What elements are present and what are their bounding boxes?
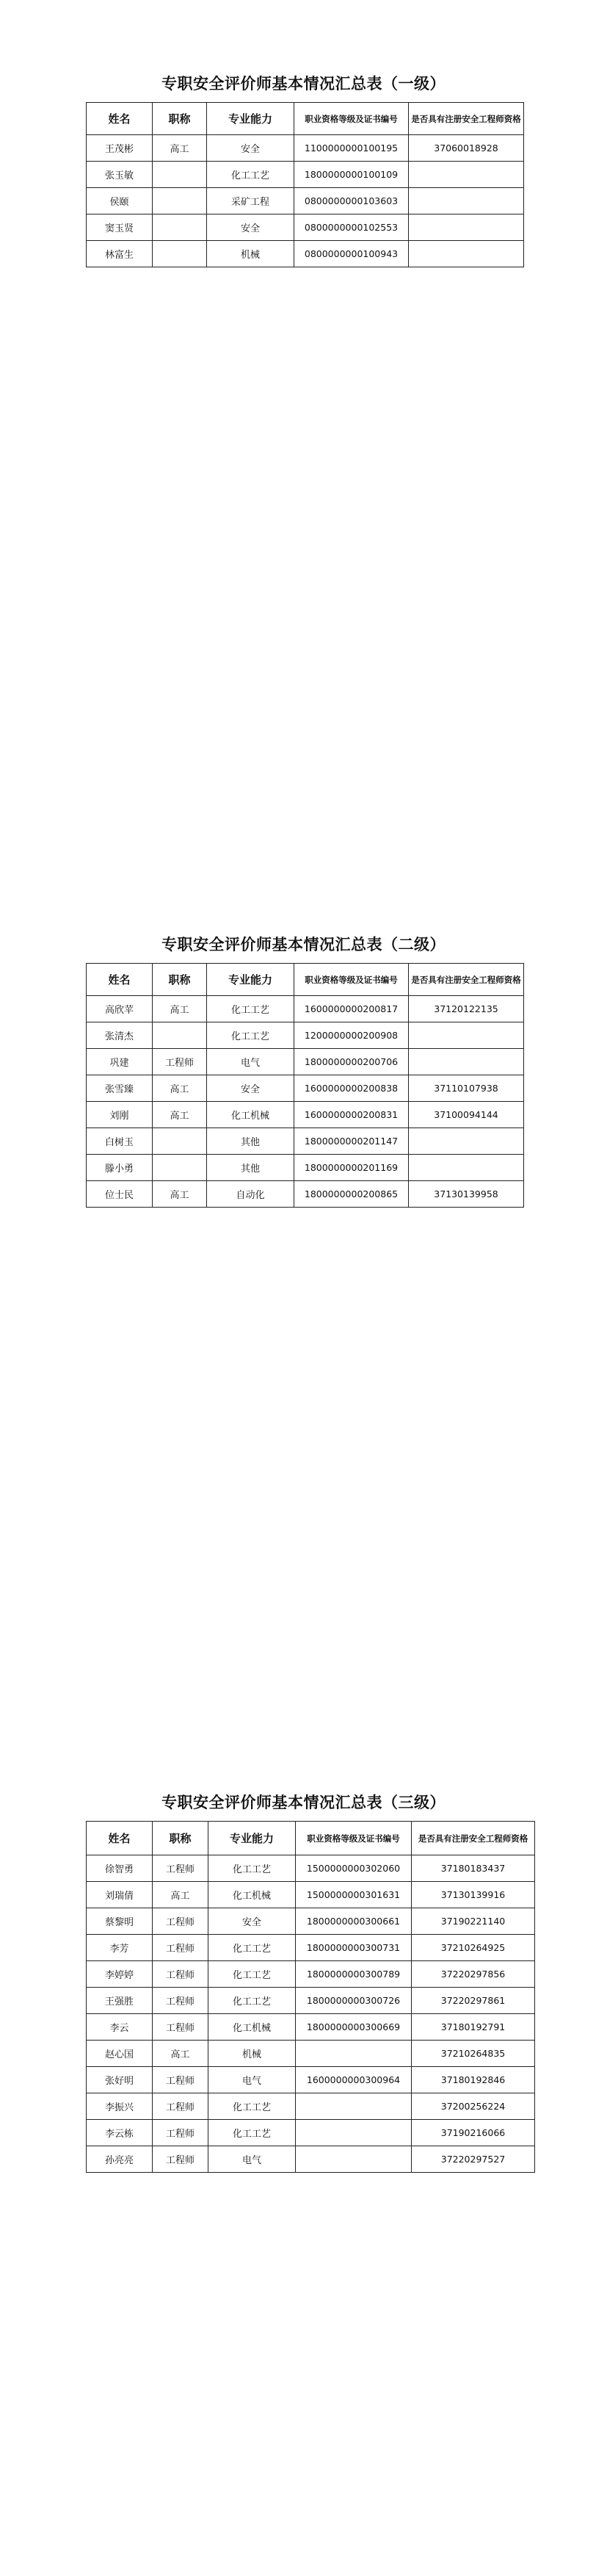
cell-engineer	[409, 1155, 524, 1181]
cell-name: 张清杰	[87, 1022, 153, 1049]
header-specialty: 专业能力	[207, 103, 294, 135]
cell-name: 王茂彬	[87, 135, 153, 162]
cell-cert: 1800000000300726	[296, 1988, 412, 2014]
cell-name: 张雪臻	[87, 1075, 153, 1102]
cell-name: 白树玉	[87, 1128, 153, 1155]
cell-cert: 1800000000300789	[296, 1961, 412, 1988]
cell-specialty: 采矿工程	[207, 188, 294, 214]
cell-engineer	[409, 162, 524, 188]
cell-specialty: 机械	[208, 2041, 296, 2067]
cell-specialty: 化工机械	[208, 1882, 296, 1908]
cell-specialty: 安全	[208, 1908, 296, 1935]
cell-specialty: 化工工艺	[207, 1022, 294, 1049]
table-row	[87, 2146, 535, 2173]
cell-name: 张好明	[87, 2067, 153, 2093]
cell-specialty: 化工工艺	[208, 1988, 296, 2014]
table-row	[87, 188, 524, 214]
cell-specialty: 电气	[208, 2067, 296, 2093]
cell-name: 李芳	[87, 1935, 153, 1961]
cell-cert: 1800000000100109	[294, 162, 409, 188]
table-row	[87, 214, 524, 241]
table-row	[87, 1155, 524, 1181]
header-engineer: 是否具有注册安全工程师资格	[409, 103, 524, 135]
assessor-table	[86, 1821, 535, 2173]
assessor-table	[86, 963, 524, 1208]
cell-title: 工程师	[153, 1935, 208, 1961]
header-engineer: 是否具有注册安全工程师资格	[412, 1822, 535, 1855]
cell-name: 赵心国	[87, 2041, 153, 2067]
table-title: 专职安全评价师基本情况汇总表（二级）	[161, 935, 446, 953]
cell-title: 工程师	[153, 1049, 207, 1075]
cell-specialty: 电气	[207, 1049, 294, 1075]
cell-cert	[296, 2146, 412, 2173]
cell-engineer: 37190216066	[412, 2120, 535, 2146]
cell-title	[153, 162, 207, 188]
table-row	[87, 1102, 524, 1128]
cell-cert: 1800000000201169	[294, 1155, 409, 1181]
cell-specialty: 化工工艺	[208, 1855, 296, 1882]
cell-engineer: 37180183437	[412, 1855, 535, 1882]
cell-name: 窦玉贤	[87, 214, 153, 241]
header-cert: 职业资格等级及证书编号	[294, 964, 409, 996]
cell-title: 高工	[153, 1075, 207, 1102]
header-specialty: 专业能力	[208, 1822, 296, 1855]
cell-cert: 1200000000200908	[294, 1022, 409, 1049]
cell-specialty: 化工工艺	[208, 2093, 296, 2120]
cell-name: 滕小勇	[87, 1155, 153, 1181]
cell-name: 孙亮亮	[87, 2146, 153, 2173]
cell-cert: 1600000000200817	[294, 996, 409, 1022]
cell-cert	[296, 2093, 412, 2120]
cell-cert: 1800000000300661	[296, 1908, 412, 1935]
header-cert: 职业资格等级及证书编号	[296, 1822, 412, 1855]
table-row	[87, 1181, 524, 1208]
header-cert: 职业资格等级及证书编号	[294, 103, 409, 135]
table-row	[87, 2067, 535, 2093]
cell-engineer	[409, 1049, 524, 1075]
table-row	[87, 2041, 535, 2067]
header-title: 职称	[153, 1822, 208, 1855]
cell-specialty: 化工工艺	[208, 1935, 296, 1961]
table-row	[87, 1855, 535, 1882]
table-row	[87, 1049, 524, 1075]
cell-engineer: 37220297527	[412, 2146, 535, 2173]
cell-title	[153, 188, 207, 214]
cell-engineer: 37060018928	[409, 135, 524, 162]
cell-name: 巩建	[87, 1049, 153, 1075]
cell-specialty: 安全	[207, 214, 294, 241]
cell-name: 李婷婷	[87, 1961, 153, 1988]
cell-specialty: 化工机械	[207, 1102, 294, 1128]
cell-title: 高工	[153, 1181, 207, 1208]
header-name: 姓名	[87, 1822, 153, 1855]
table-row	[87, 996, 524, 1022]
cell-title: 工程师	[153, 1961, 208, 1988]
cell-cert: 1800000000300669	[296, 2014, 412, 2041]
cell-title	[153, 241, 207, 267]
cell-engineer: 37200256224	[412, 2093, 535, 2120]
table-row	[87, 1128, 524, 1155]
cell-engineer: 37220297856	[412, 1961, 535, 1988]
cell-engineer: 37180192846	[412, 2067, 535, 2093]
cell-engineer: 37120122135	[409, 996, 524, 1022]
table-row	[87, 1908, 535, 1935]
cell-specialty: 化工工艺	[207, 162, 294, 188]
cell-name: 刘瑞倩	[87, 1882, 153, 1908]
cell-engineer	[409, 1128, 524, 1155]
cell-title	[153, 1022, 207, 1049]
cell-cert: 1800000000200706	[294, 1049, 409, 1075]
table-row	[87, 2014, 535, 2041]
header-name: 姓名	[87, 103, 153, 135]
cell-cert	[296, 2120, 412, 2146]
assessor-table	[86, 102, 524, 267]
cell-title: 工程师	[153, 1855, 208, 1882]
cell-cert: 1800000000200865	[294, 1181, 409, 1208]
cell-specialty: 化工机械	[208, 2014, 296, 2041]
cell-cert: 1800000000300731	[296, 1935, 412, 1961]
cell-cert: 1500000000302060	[296, 1855, 412, 1882]
cell-title: 工程师	[153, 2146, 208, 2173]
cell-engineer: 37180192791	[412, 2014, 535, 2041]
cell-title: 高工	[153, 1102, 207, 1128]
cell-engineer: 37190221140	[412, 1908, 535, 1935]
cell-specialty: 安全	[207, 1075, 294, 1102]
cell-title	[153, 1155, 207, 1181]
cell-cert: 1500000000301631	[296, 1882, 412, 1908]
cell-name: 林富生	[87, 241, 153, 267]
cell-title: 高工	[153, 2041, 208, 2067]
table-title: 专职安全评价师基本情况汇总表（一级）	[161, 74, 446, 93]
header-engineer: 是否具有注册安全工程师资格	[409, 964, 524, 996]
cell-title: 高工	[153, 1882, 208, 1908]
table-row	[87, 1075, 524, 1102]
cell-specialty: 机械	[207, 241, 294, 267]
cell-title	[153, 1128, 207, 1155]
table-row	[87, 1935, 535, 1961]
table-row	[87, 162, 524, 188]
cell-name: 李振兴	[87, 2093, 153, 2120]
header-title: 职称	[153, 103, 207, 135]
cell-title: 工程师	[153, 2067, 208, 2093]
cell-cert	[296, 2041, 412, 2067]
table-row	[87, 1961, 535, 1988]
cell-name: 李云栋	[87, 2120, 153, 2146]
cell-engineer: 37220297861	[412, 1988, 535, 2014]
cell-name: 徐智勇	[87, 1855, 153, 1882]
cell-title: 工程师	[153, 2120, 208, 2146]
cell-specialty: 电气	[208, 2146, 296, 2173]
cell-title: 工程师	[153, 2093, 208, 2120]
cell-engineer: 37110107938	[409, 1075, 524, 1102]
cell-cert: 1600000000200831	[294, 1102, 409, 1128]
cell-title	[153, 214, 207, 241]
cell-name: 刘刚	[87, 1102, 153, 1128]
header-title: 职称	[153, 964, 207, 996]
cell-specialty: 化工工艺	[207, 996, 294, 1022]
cell-title: 工程师	[153, 1988, 208, 2014]
cell-title: 高工	[153, 996, 207, 1022]
cell-specialty: 化工工艺	[208, 2120, 296, 2146]
cell-cert: 1800000000201147	[294, 1128, 409, 1155]
cell-cert: 0800000000100943	[294, 241, 409, 267]
cell-name: 王强胜	[87, 1988, 153, 2014]
cell-name: 李云	[87, 2014, 153, 2041]
table-row	[87, 2093, 535, 2120]
table-row	[87, 2120, 535, 2146]
cell-cert: 1600000000300964	[296, 2067, 412, 2093]
cell-specialty: 自动化	[207, 1181, 294, 1208]
cell-engineer: 37100094144	[409, 1102, 524, 1128]
cell-specialty: 安全	[207, 135, 294, 162]
cell-engineer: 37210264835	[412, 2041, 535, 2067]
cell-engineer: 37210264925	[412, 1935, 535, 1961]
cell-title: 工程师	[153, 1908, 208, 1935]
table-row	[87, 135, 524, 162]
cell-engineer	[409, 1022, 524, 1049]
cell-name: 侯颐	[87, 188, 153, 214]
cell-cert: 1100000000100195	[294, 135, 409, 162]
cell-engineer	[409, 214, 524, 241]
cell-engineer	[409, 241, 524, 267]
cell-name: 张玉敏	[87, 162, 153, 188]
table-title: 专职安全评价师基本情况汇总表（三级）	[161, 1793, 446, 1811]
header-name: 姓名	[87, 964, 153, 996]
cell-engineer: 37130139916	[412, 1882, 535, 1908]
cell-name: 位士民	[87, 1181, 153, 1208]
cell-title: 工程师	[153, 2014, 208, 2041]
cell-name: 高欣苹	[87, 996, 153, 1022]
cell-cert: 0800000000102553	[294, 214, 409, 241]
cell-cert: 1600000000200838	[294, 1075, 409, 1102]
cell-specialty: 其他	[207, 1155, 294, 1181]
header-specialty: 专业能力	[207, 964, 294, 996]
cell-title: 高工	[153, 135, 207, 162]
table-row	[87, 1988, 535, 2014]
cell-specialty: 其他	[207, 1128, 294, 1155]
table-row	[87, 241, 524, 267]
table-row	[87, 1882, 535, 1908]
table-row	[87, 1022, 524, 1049]
cell-name: 蔡黎明	[87, 1908, 153, 1935]
cell-cert: 0800000000103603	[294, 188, 409, 214]
cell-engineer: 37130139958	[409, 1181, 524, 1208]
cell-engineer	[409, 188, 524, 214]
cell-specialty: 化工工艺	[208, 1961, 296, 1988]
